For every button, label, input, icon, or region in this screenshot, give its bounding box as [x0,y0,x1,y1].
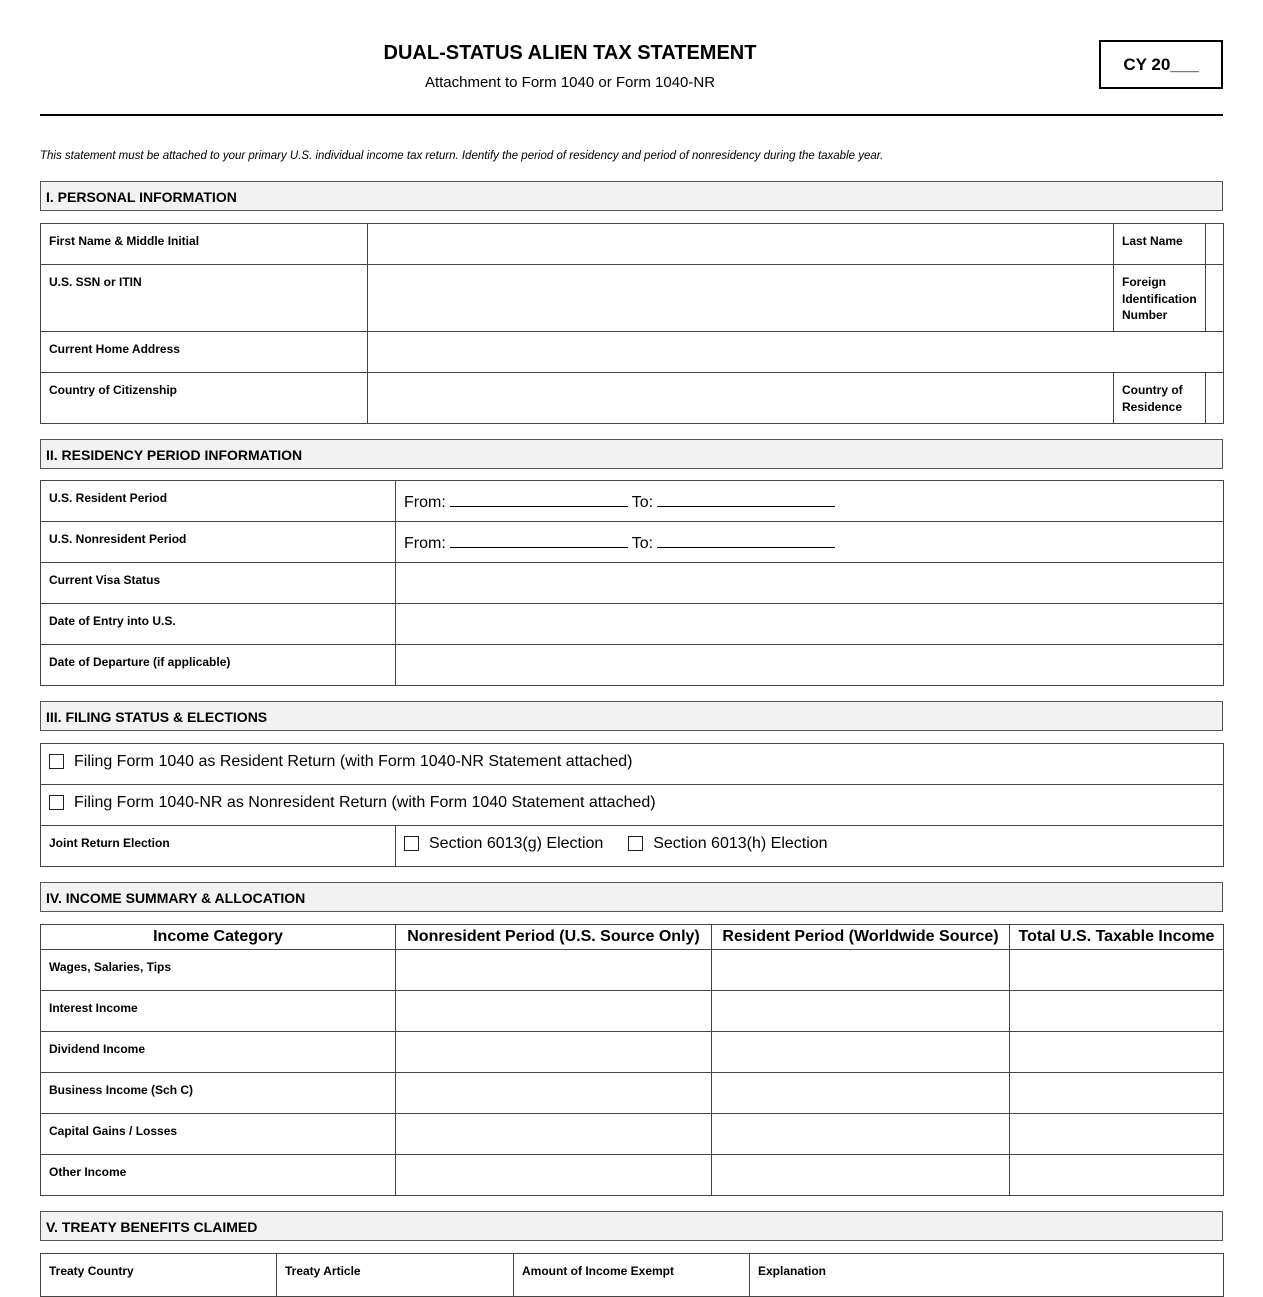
joint-return-options [396,826,1224,867]
section-personal-information-header: I. PERSONAL INFORMATION [40,181,1223,211]
treaty-header-article: Treaty Article [277,1254,514,1297]
nonresident-period-label: U.S. Nonresident Period [41,522,396,563]
resident-from-line[interactable] [450,490,628,507]
calendar-year-box[interactable] [1099,40,1223,89]
from-label: From: [404,535,446,552]
entry-date-label: Date of Entry into U.S. [41,604,396,645]
nonresident-to-line[interactable] [657,531,835,548]
section-income-header: IV. INCOME SUMMARY & ALLOCATION [40,882,1223,912]
option-nonresident-return[interactable] [41,785,1224,826]
income-cell[interactable] [1010,950,1224,991]
income-table [40,924,1224,1196]
departure-date-field[interactable] [396,645,1224,686]
resident-period-label: U.S. Resident Period [41,481,396,522]
income-cell[interactable] [396,991,712,1032]
last-name-label: Last Name [1114,224,1206,265]
income-cell[interactable] [1010,1032,1224,1073]
first-name-label: First Name & Middle Initial [41,224,368,265]
income-cell[interactable] [712,950,1010,991]
ssn-field[interactable] [368,265,1114,332]
income-header-category: Income Category [41,925,396,950]
foreign-id-label: Foreign Identification Number [1114,265,1206,332]
income-cell[interactable] [396,1155,712,1196]
nonresident-from-line[interactable] [450,531,628,548]
checkbox-6013h[interactable] [628,836,643,851]
income-row-label: Interest Income [41,991,396,1032]
income-cell[interactable] [396,1114,712,1155]
form-title: DUAL-STATUS ALIEN TAX STATEMENT [383,42,757,64]
option-nonresident-return-label: Filing Form 1040-NR as Nonresident Return (with Form 1040 Statement attached) [74,794,656,811]
income-cell[interactable] [1010,1114,1224,1155]
income-cell[interactable] [712,991,1010,1032]
income-header-total: Total U.S. Taxable Income [1010,925,1224,950]
ssn-label: U.S. SSN or ITIN [41,265,368,332]
income-cell[interactable] [396,1032,712,1073]
last-name-field[interactable] [1206,224,1224,265]
income-cell[interactable] [712,1155,1010,1196]
visa-status-field[interactable] [396,563,1224,604]
section-treaty-header: V. TREATY BENEFITS CLAIMED [40,1211,1223,1241]
section-filing-status-header: III. FILING STATUS & ELECTIONS [40,701,1223,731]
income-row-label: Dividend Income [41,1032,396,1073]
income-cell[interactable] [1010,991,1224,1032]
election-6013g-label: Section 6013(g) Election [429,835,604,852]
from-label: From: [404,494,446,511]
section-residency-header: II. RESIDENCY PERIOD INFORMATION [40,439,1223,469]
to-label: To: [631,535,654,552]
income-cell[interactable] [396,1073,712,1114]
resident-to-line[interactable] [657,490,835,507]
treaty-header-country: Treaty Country [41,1254,277,1297]
treaty-header-explanation: Explanation [750,1254,1224,1297]
form-subtitle: Attachment to Form 1040 or Form 1040-NR [424,74,716,91]
citizenship-field[interactable] [368,373,1114,424]
treaty-table [40,1253,1224,1297]
first-name-field[interactable] [368,224,1114,265]
income-header-resident: Resident Period (Worldwide Source) [712,925,1010,950]
income-cell[interactable] [712,1114,1010,1155]
income-cell[interactable] [396,950,712,991]
income-cell[interactable] [1010,1073,1224,1114]
income-cell[interactable] [712,1032,1010,1073]
option-resident-return-label: Filing Form 1040 as Resident Return (with Form 1040-NR Statement attached) [74,753,633,770]
income-cell[interactable] [712,1073,1010,1114]
income-cell[interactable] [1010,1155,1224,1196]
income-row-label: Capital Gains / Losses [41,1114,396,1155]
to-label: To: [631,494,654,511]
income-row-label: Wages, Salaries, Tips [41,950,396,991]
checkbox-nonresident-return[interactable] [49,795,64,810]
resident-period-field[interactable] [396,481,1224,522]
instructions-note: This statement must be attached to your primary U.S. individual income tax return. Identify the period of residency and period of nonresidency during the taxable year. [40,150,884,162]
option-resident-return[interactable] [41,744,1224,785]
departure-date-label: Date of Departure (if applicable) [41,645,396,686]
joint-return-label: Joint Return Election [41,826,396,867]
address-field[interactable] [368,332,1224,373]
visa-status-label: Current Visa Status [41,563,396,604]
personal-information-table [40,223,1224,424]
residence-label: Country of Residence [1114,373,1206,424]
treaty-header-amount: Amount of Income Exempt [514,1254,750,1297]
nonresident-period-field[interactable] [396,522,1224,563]
entry-date-field[interactable] [396,604,1224,645]
checkbox-6013g[interactable] [404,836,419,851]
residency-table [40,480,1224,686]
income-row-label: Business Income (Sch C) [41,1073,396,1114]
citizenship-label: Country of Citizenship [41,373,368,424]
election-6013h-label: Section 6013(h) Election [653,835,828,852]
foreign-id-field[interactable] [1206,265,1224,332]
checkbox-resident-return[interactable] [49,754,64,769]
income-header-nonresident: Nonresident Period (U.S. Source Only) [396,925,712,950]
address-label: Current Home Address [41,332,368,373]
calendar-year-label: CY 20___ [1123,54,1199,74]
income-row-label: Other Income [41,1155,396,1196]
residence-field[interactable] [1206,373,1224,424]
header-divider [40,114,1223,116]
filing-status-table [40,743,1224,867]
